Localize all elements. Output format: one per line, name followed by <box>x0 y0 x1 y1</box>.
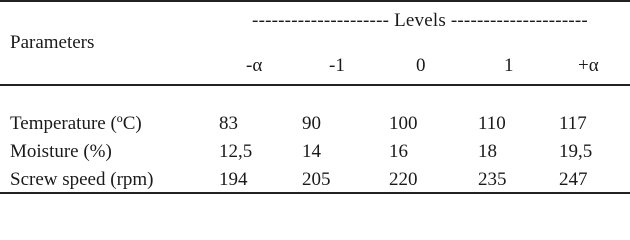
table-cell: 235 <box>478 169 507 190</box>
table-cell: 247 <box>559 169 588 190</box>
table-cell: 110 <box>478 113 506 134</box>
levels-banner: --------------------- Levels --------------------- <box>252 10 588 31</box>
table-cell: 220 <box>389 169 418 190</box>
table-cell: 19,5 <box>559 141 593 162</box>
level-header-plus-alpha: +α <box>578 55 599 76</box>
table-cell: 12,5 <box>219 141 253 162</box>
table-cell: 117 <box>559 113 587 134</box>
table-cell: 14 <box>302 141 321 162</box>
table-cell: 205 <box>302 169 331 190</box>
top-rule <box>0 0 630 2</box>
level-header-one: 1 <box>504 55 514 76</box>
parameters-header: Parameters <box>10 32 95 53</box>
header-rule <box>0 84 630 86</box>
level-header-minus-one: -1 <box>329 55 345 76</box>
level-header-zero: 0 <box>416 55 426 76</box>
table-cell: 83 <box>219 113 238 134</box>
bottom-rule <box>0 192 630 194</box>
row-label-screw-speed: Screw speed (rpm) <box>10 169 154 190</box>
table-cell: 90 <box>302 113 321 134</box>
row-label-temperature: Temperature (ºC) <box>10 113 142 134</box>
row-label-moisture: Moisture (%) <box>10 141 112 162</box>
table-cell: 18 <box>478 141 497 162</box>
level-header-minus-alpha: -α <box>246 55 263 76</box>
table-cell: 100 <box>389 113 418 134</box>
table-cell: 16 <box>389 141 408 162</box>
table-cell: 194 <box>219 169 248 190</box>
